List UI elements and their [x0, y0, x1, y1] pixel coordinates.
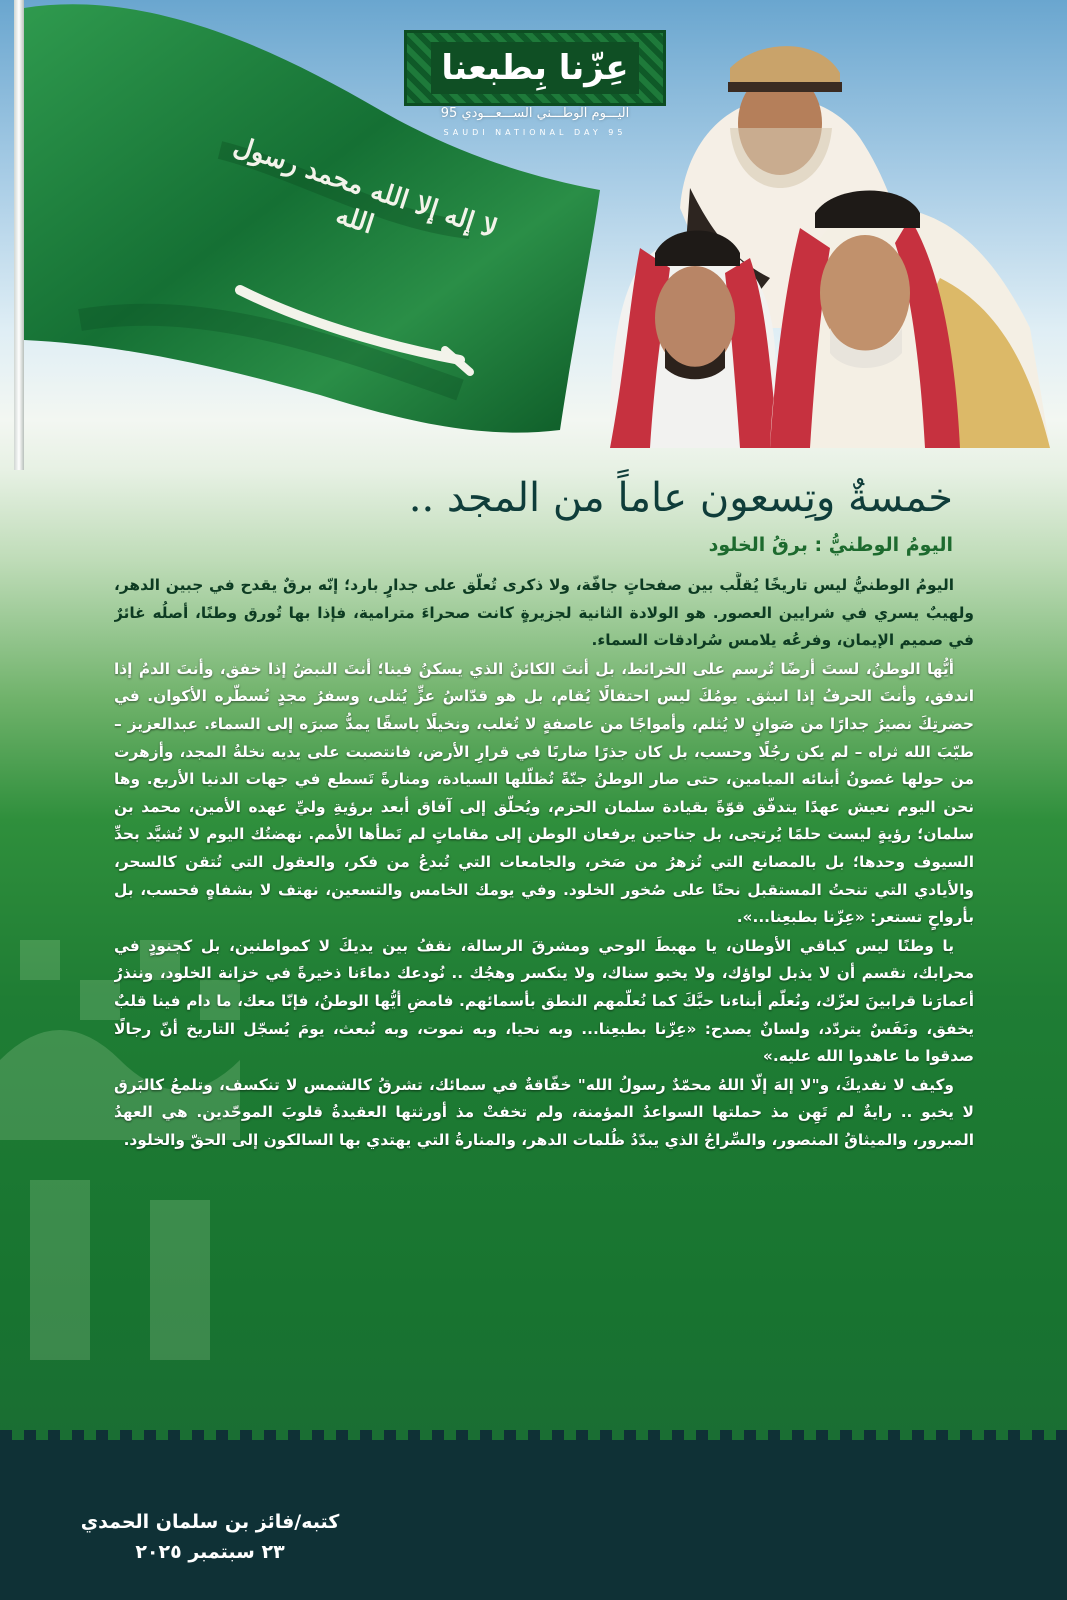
footer-tooth [624, 1430, 636, 1442]
footer-tooth [768, 1430, 780, 1442]
footer-tooth [456, 1430, 468, 1442]
footer-tooth [408, 1430, 420, 1442]
footer-tooth [816, 1430, 828, 1442]
footer-tooth [888, 1430, 900, 1442]
footer-tooth [792, 1430, 804, 1442]
footer-tooth [360, 1430, 372, 1442]
footer-tooth [480, 1430, 492, 1442]
footer-tooth [312, 1430, 324, 1442]
footer-tooth [336, 1430, 348, 1442]
footer-tooth [144, 1430, 156, 1442]
footer-tooth [96, 1430, 108, 1442]
footer-tooth [432, 1430, 444, 1442]
flag-shahada-text: لا إله إلا الله محمد رسول الله [229, 131, 501, 245]
article-body [114, 572, 974, 1427]
footer-tooth [288, 1430, 300, 1442]
footer-tooth [840, 1430, 852, 1442]
footer-tooth [240, 1430, 252, 1442]
footer-tooth [216, 1430, 228, 1442]
article-subtitle: اليومُ الوطنيُّ : برقُ الخلود [708, 534, 953, 556]
footer-tooth [24, 1430, 36, 1442]
footer-tooth [600, 1430, 612, 1442]
footer-tooth [1056, 1430, 1067, 1442]
footer-tooth [1032, 1430, 1044, 1442]
footer-tooth [504, 1430, 516, 1442]
footer-tooth [528, 1430, 540, 1442]
footer-tooth [864, 1430, 876, 1442]
footer-tooth [696, 1430, 708, 1442]
author-name: كتبه/فائز بن سلمان الحمدي [80, 1511, 340, 1533]
footer-border-pattern [0, 1430, 1067, 1452]
footer-tooth [912, 1430, 924, 1442]
publish-date: ٢٣ سبتمبر ٢٠٢٥ [135, 1541, 285, 1563]
article-paragraph: اليومُ الوطنيُّ ليس تاريخًا يُقلَّب بين صفحاتٍ جافّة، ولا ذكرى تُعلّق على جدارٍ بارد؛ إنّه برقٌ يقدح في جبين الدهر، ولهيبٌ يسري في شرايين العصور. هو الولادة الثانية لجزيرةٍ كانت صحراءَ مترامية، فإذا بها تُورق وطنًا، أصلُه غائرٌ في صميم الإيمان، وفرعُه يلامس سُرادقات السماء. [114, 576, 974, 650]
article-paragraph: وكيف لا نفديكَ، و"لا إلهَ إلّا اللهُ محمّدٌ رسولُ الله" خفّاقةٌ في سمائك، تشرقُ كالشمس لا تنكسف، وتلمعُ كالبَرق لا يخبو .. رايةٌ لم تَهِن مذ حملتها السواعدُ المؤمنة، ولم تخفتْ مذ أورثتها العقيدةُ قلوبَ الموحّدين. هي العهدُ المبرور، والميثاقُ المنصور، والسِّراجُ الذي يبدّدُ ظُلمات الدهر، والمنارةُ التي يهتدي بها السالكون إلى الحقّ والخلود. [114, 1075, 974, 1149]
footer-tooth [192, 1430, 204, 1442]
footer-tooth [72, 1430, 84, 1442]
footer-tooth [672, 1430, 684, 1442]
footer-tooth [48, 1430, 60, 1442]
article-paragraph: أيُّها الوطنُ، لستَ أرضًا تُرسم على الخرائط، بل أنتَ الكائنُ الذي يسكنُ فينا؛ أنتَ النبضُ إذا خفق، وأنتَ الدمُ إذا اندفق، وأنتَ الحرفُ إذا انبثق. يومُكَ ليس احتفالًا يُقام، بل هو قدّاسُ عزٍّ يُتلى، وسفرُ مجدٍ تُسطّره الأكوان. في حضرتِكَ نصيرُ جدارًا من صَوانٍ لا يُثلم، وأمواجًا من عاصفةٍ لا تُغلب، ونخيلًا باسقًا يمدُّ صبرَه إلى السماء. عبدالعزيز – طيّبَ الله ثراه – لم يكن رجُلًا وحسب، بل كان جذرًا ضاربًا في قرارِ الأرض، فانتصبت على يديه نخلةُ المجد، وأزهرت من حولها غصونُ أبنائه الميامين، حتى صار الوطنُ جنّةً تُظلّلها السيادة، ومنارةً تَسطع في جهات الدنيا الأربع. وها نحن اليوم نعيش عهدًا يتدفّق قوّةً بقيادة سلمان الحزم، ويُحلّق إلى آفاق أبعد برؤيةِ وليِّ عهده الأمين، محمد بن سلمان؛ رؤيةٍ ليست حلمًا يُرتجى، بل جناحين يرفعان الوطن إلى مقاماتٍ لم تَطأها الأمم. نهضتُك اليوم لا تُشيَّد بحدِّ السيوف وحدها؛ بل بالمصانع التي تُزهرُ من صَخر، والجامعات التي تُبدعُ من فكر، والعقول التي تُتقن كالسحر، والأيادي التي تنحتُ المستقبل نحتًا على صُخور الخلود. وفي يومك الخامس والتسعين، نهتف لا بشفاهٍ فحسب، بل بأرواحٍ تستعر: «عِزّنا بطبعِنا...». [114, 659, 974, 927]
footer-tooth [168, 1430, 180, 1442]
footer-tooth [984, 1430, 996, 1442]
footer-tooth [720, 1430, 732, 1442]
footer-tooth [648, 1430, 660, 1442]
logo-subtitle: اليـــوم الوطـــني الســـعـــودي 95 [440, 106, 630, 121]
article-paragraph: يا وطنًا ليس كباقي الأوطان، يا مهبطَ الوحي ومشرقَ الرسالة، نقفُ بين يديكَ لا كمواطنين، بل كجنودٍ في محرابك، نقسم أن لا يذبل لواؤك، ولا يخبو سناك، ولا ينكسر وهجُك .. نُودعك دماءَنا ذخيرةً في خزانة الخلود، وننذرُ أعمارَنا قرابينَ لعزّك، ونُعلّم أبناءنا حبَّكَ كما نُعلّمهم النطق بأسمائهم. فامضِ أيُّها الوطنُ، فإنّا معك، ما دام فينا قلبٌ يخفق، ونَفَسٌ يتردّد، ولسانٌ يصدح: «عِزّنا بطبعِنا... وبه نحيا، وبه نموت، وبه نُبعث، يومَ يُسجّل التاريخ أنّ رجالًا صدقوا ما عاهدوا الله عليه.» [114, 936, 974, 1066]
logo-subtitle-en: SAUDI NATIONAL DAY 95 [443, 128, 627, 137]
footer-tooth [0, 1430, 12, 1442]
footer-tooth [1008, 1430, 1020, 1442]
footer-tooth [384, 1430, 396, 1442]
footer-tooth [744, 1430, 756, 1442]
page-title: خمسةٌ وتِسعون عاماً من المجد .. [408, 475, 953, 521]
footer-tooth [936, 1430, 948, 1442]
leaders-portrait [610, 28, 1050, 448]
footer-tooth [120, 1430, 132, 1442]
logo-title: عِزّنا بِطبعنا [431, 42, 638, 94]
footer-tooth [576, 1430, 588, 1442]
footer-tooth [264, 1430, 276, 1442]
footer-tooth [552, 1430, 564, 1442]
footer-tooth [960, 1430, 972, 1442]
